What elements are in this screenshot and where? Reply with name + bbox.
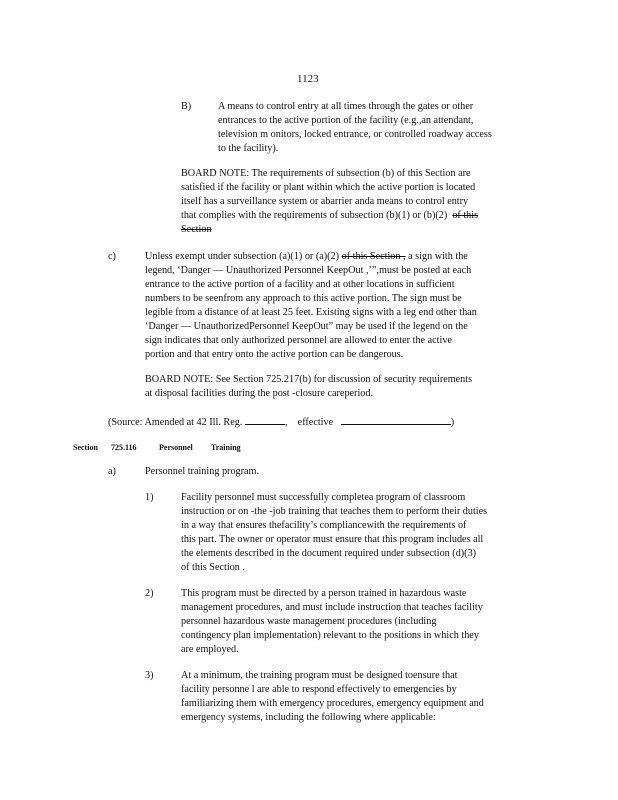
sub-2-line: contingency plan implementation) relevant to the positions in which they <box>181 630 479 641</box>
source-line <box>108 414 454 430</box>
source-reg-blank <box>245 414 285 425</box>
sub-2-line: This program must be directed by a person trained in hazardous waste <box>181 588 467 599</box>
item-c-line1-strike: of this Section , <box>341 251 406 262</box>
item-c-line: ‘Danger — UnauthorizedPersonnel KeepOut” may be used if the legend on the <box>145 321 468 332</box>
source-prefix: (Source: Amended at 42 Ill. Reg. <box>108 417 243 428</box>
item-b-text <box>218 100 534 156</box>
source-comma: , <box>284 417 288 428</box>
item-c-line: portion and that entry onto the active portion can be dangerous. <box>145 349 404 360</box>
board-note-1-line: satisfied if the facility or plant within which the active portion is located <box>181 182 476 193</box>
sub-1-line: in a way that ensures thefacility’s compliancewith the requirements of <box>181 520 467 531</box>
board-note-1-strike: of this <box>452 210 479 221</box>
item-b-line: television m onitors, locked entrance, or controlled roadway access <box>218 129 492 140</box>
sub-2-line: personnel hazardous waste management procedures (including <box>181 616 437 627</box>
sub-3-label: 3) <box>145 670 154 681</box>
sub-1-label: 1) <box>145 492 154 503</box>
sub-1-line: the elements described in the document required under subsection (d)(3) <box>181 548 477 559</box>
board-note-1-line-text: that complies with the requirements of subsection (b)(1) or (b)(2) <box>181 210 448 221</box>
sub-3-line: familiarizing them with emergency procedures, emergency equipment and <box>181 698 484 709</box>
item-b-line: A means to control entry at all times through the gates or other <box>218 101 474 112</box>
board-note-2-line: BOARD NOTE: See Section 725.217(b) for discussion of security requirements <box>145 374 473 385</box>
section-number: 725.116 <box>111 443 137 452</box>
sub-2-line: management procedures, and must include instruction that teaches facility <box>181 602 483 613</box>
board-note-1-line: BOARD NOTE: The requirements of subsection (b) of this Section are <box>181 168 471 179</box>
item-c-label: c) <box>108 251 116 262</box>
sub-3-line: At a minimum, the training program must be designed toensure that <box>181 670 458 681</box>
sub-1-line: instruction or on -the -job training that teaches them to perform their duties <box>181 506 488 517</box>
section-title-word-1: Personnel <box>159 443 193 452</box>
section-label: Section <box>73 443 98 452</box>
item-b-line: entrances to the active portion of the facility (e.g.,an attendant, <box>218 115 474 126</box>
board-note-1-line: itself has a surveillance system or abarrier anda means to control entry <box>181 196 469 207</box>
item-c-line: entrance to the active portion of a facility and at other locations in sufficient <box>145 279 455 290</box>
sub-2-line: are employed. <box>181 644 239 655</box>
page-number: 1123 <box>297 73 319 85</box>
sub-3-line: facility personne l are able to respond effectively to emergencies by <box>181 684 457 695</box>
item-c-line: legend, ‘Danger — Unauthorized Personnel KeepOut ,’”,must be posted at each <box>145 265 472 276</box>
sub-3-line: emergency systems, including the following where applicable: <box>181 712 436 723</box>
item-c-line: numbers to be seenfrom any approach to this active portion. The sign must be <box>145 293 462 304</box>
board-note-2-line: at disposal facilities during the post -closure careperiod. <box>145 388 374 399</box>
item-c-line1-pre: Unless exempt under subsection (a)(1) or (a)(2) <box>145 251 342 262</box>
item-c-line <box>145 250 525 264</box>
sub-1-line: Facility personnel must successfully completea program of classroom <box>181 492 466 503</box>
board-note-1 <box>181 167 525 237</box>
sub-1-text <box>181 491 539 575</box>
sub-2-text <box>181 587 533 657</box>
item-c-line: sign indicates that only authorized personnel are allowed to enter the active <box>145 335 452 346</box>
item-b-line: to the facility). <box>218 143 279 154</box>
board-note-2 <box>145 373 523 401</box>
item-a-text: Personnel training program. <box>145 466 260 477</box>
item-a-label: a) <box>108 466 116 477</box>
board-note-1-line <box>181 209 525 223</box>
source-effective-blank <box>341 414 451 425</box>
source-effective: effective <box>297 417 334 428</box>
item-c-line: legible from a distance of at least 25 feet. Existing signs with a leg end other than <box>145 307 477 318</box>
source-close: ) <box>450 417 455 428</box>
sub-2-label: 2) <box>145 588 154 599</box>
sub-1-line: this part. The owner or operator must ensure that this program includes all <box>181 534 484 545</box>
item-b-label: B) <box>181 101 192 112</box>
section-title-word-2: Training <box>211 443 241 452</box>
item-c-text <box>145 250 525 362</box>
board-note-1-strike-line: Section <box>181 224 212 235</box>
sub-1-line: of this Section . <box>181 562 245 573</box>
item-c-line1-post: a sign with the <box>405 251 468 262</box>
sub-3-text <box>181 669 539 725</box>
